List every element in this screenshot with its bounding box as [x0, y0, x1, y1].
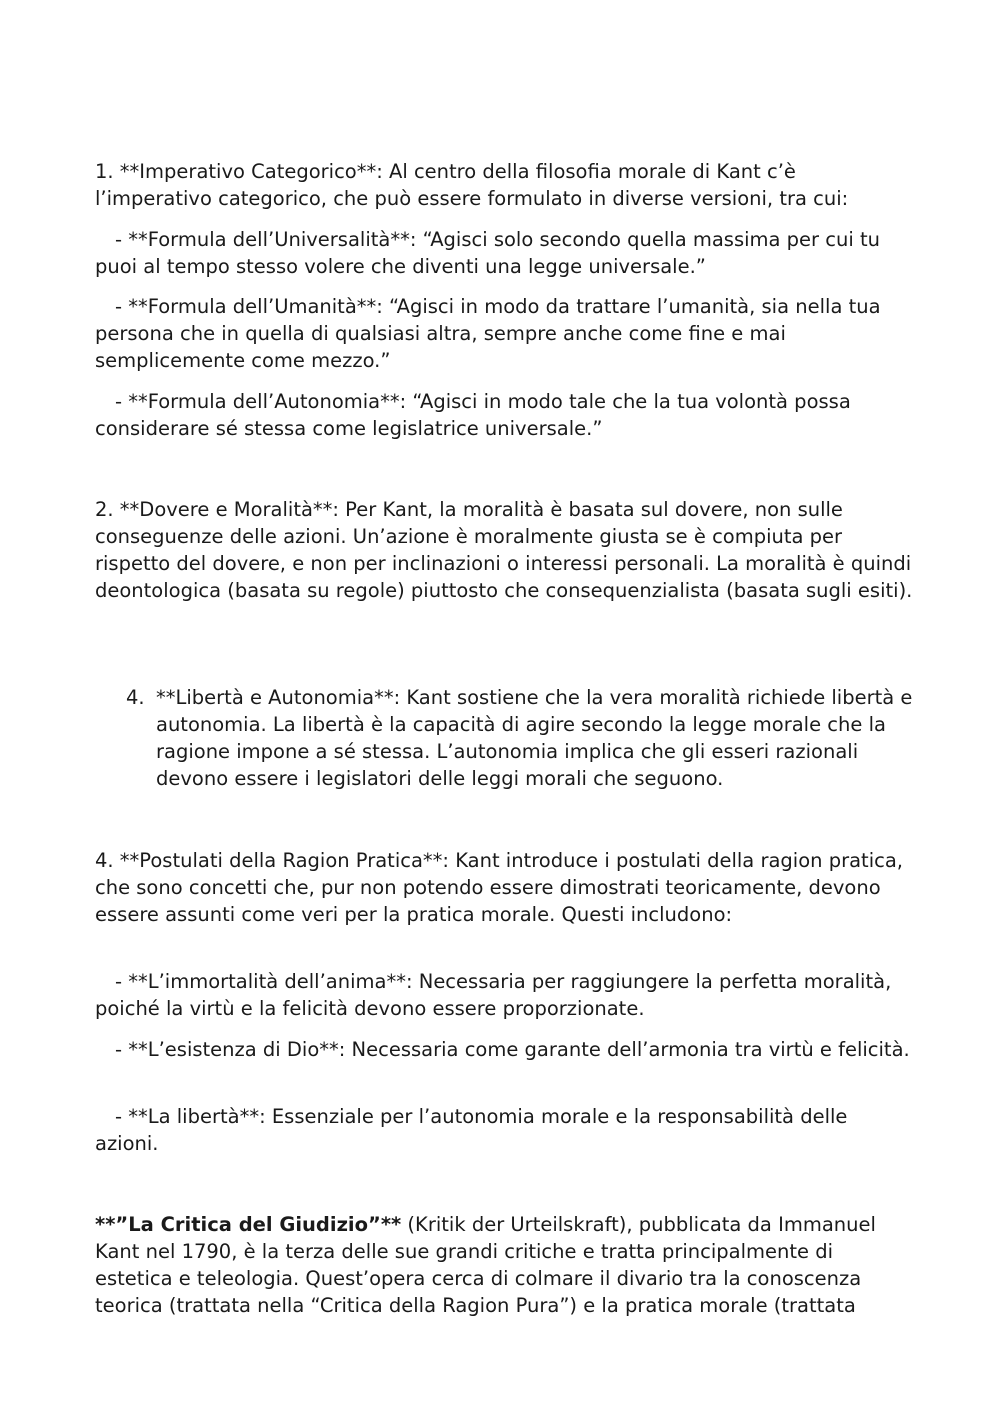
critica-text: (Kritik der Urteilskraft), pubblicata da Immanuel Kant nel 1790, è la terza delle sue grandi critiche e tratta principalmente di estetica e teleologia. Quest’opera cerca di colmare il divario tra la conoscenza teorica (trattata nella “Critica della Ragion Pura”) e la pratica morale (trattata	[95, 1213, 876, 1317]
imperativo-intro: 1. **Imperativo Categorico**: Al centro della filosofia morale di Kant c’è l’imperativo categorico, che può essere formulato in diverse versioni, tra cui:	[95, 160, 849, 210]
formula-universalita: - **Formula dell’Universalità**: “Agisci solo secondo quella massima per cui tu puoi al tempo stesso volere che diventi una legge universale.”	[95, 228, 880, 278]
postulato-liberta: - **La libertà**: Essenziale per l’autonomia morale e la responsabilità delle azioni.	[95, 1105, 848, 1155]
liberta-list-number: 4.	[126, 686, 145, 709]
postulato-immortalita: - **L’immortalità dell’anima**: Necessaria per raggiungere la perfetta moralità, poiché la virtù e la felicità devono essere proporzionate.	[95, 970, 892, 1020]
formula-umanita: - **Formula dell’Umanità**: “Agisci in modo da trattare l’umanità, sia nella tua persona che in quella di qualsiasi altra, sempre anche come fine e mai semplicemente come mezzo.”	[95, 295, 881, 372]
formula-autonomia: - **Formula dell’Autonomia**: “Agisci in modo tale che la tua volontà possa considerare sé stessa come legislatrice universale.”	[95, 390, 851, 440]
dovere-paragraph: 2. **Dovere e Moralità**: Per Kant, la moralità è basata sul dovere, non sulle conseguenze delle azioni. Un’azione è moralmente giusta se è compiuta per rispetto del dovere, e non per inclinazioni o interessi personali. La moralità è quindi deontologica (basata su regole) piuttosto che consequenzialista (basata sugli esiti).	[95, 498, 913, 602]
critica-title: **”La Critica del Giudizio”**	[95, 1213, 402, 1236]
critica-paragraph	[95, 1211, 915, 1319]
postulati-intro: 4. **Postulati della Ragion Pratica**: Kant introduce i postulati della ragion pratica, che sono concetti che, pur non potendo essere dimostrati teoricamente, devono essere assunti come veri per la pratica morale. Questi includono:	[95, 849, 903, 926]
postulato-dio: - **L’esistenza di Dio**: Necessaria come garante dell’armonia tra virtù e felicità.	[115, 1038, 910, 1061]
liberta-paragraph: **Libertà e Autonomia**: Kant sostiene che la vera moralità richiede libertà e autonomia. La libertà è la capacità di agire secondo la legge morale che la ragione impone a sé stessa. L’autonomia implica che gli esseri razionali devono essere i legislatori delle leggi morali che seguono.	[156, 686, 913, 790]
